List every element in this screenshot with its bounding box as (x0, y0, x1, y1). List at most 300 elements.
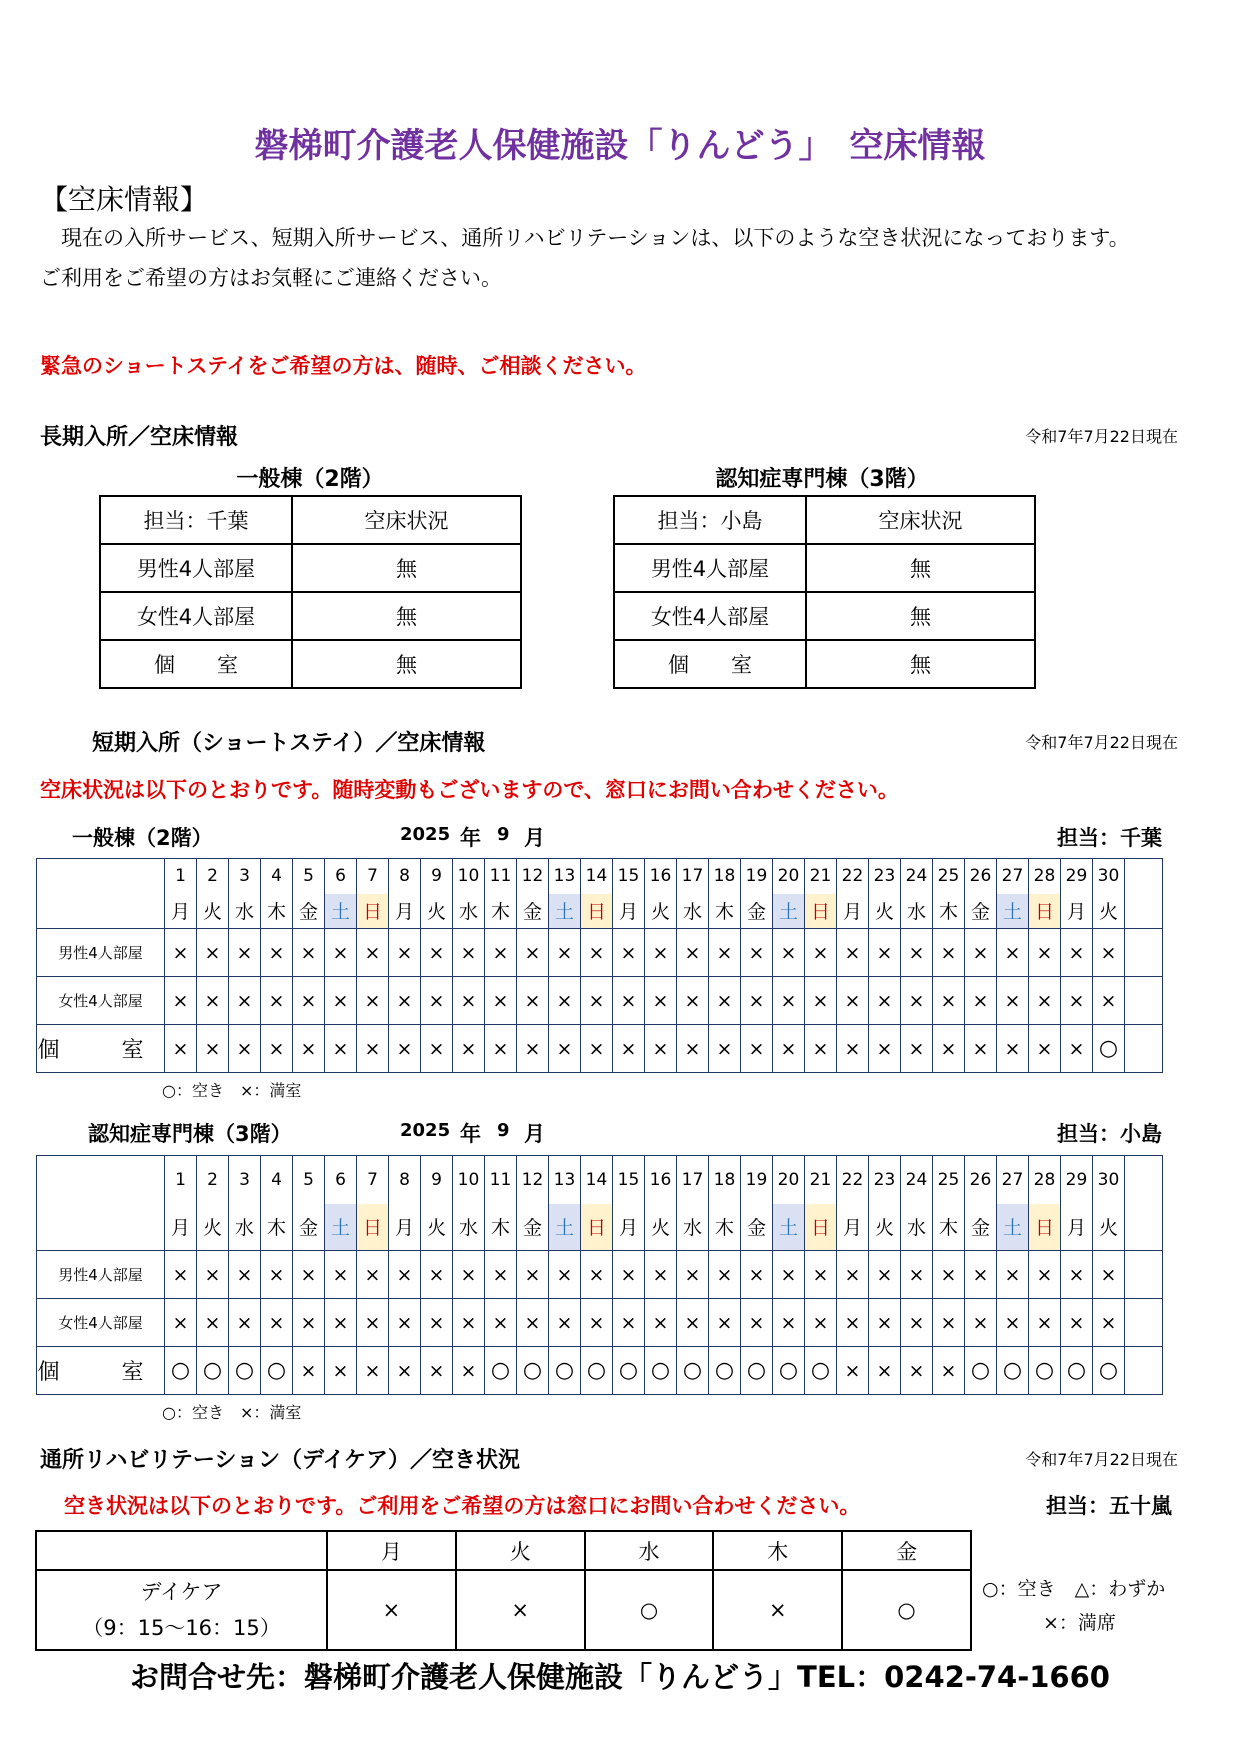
availability-cell: × (677, 929, 709, 977)
availability-cell: × (581, 977, 613, 1025)
general-ward-title: 一般棟（2階） (236, 467, 384, 492)
day-number: 19 (741, 1156, 773, 1204)
availability-cell: × (357, 1299, 389, 1347)
weekday-label: 日 (1029, 1204, 1061, 1251)
availability-cell: × (741, 1025, 773, 1073)
weekday-label: 金 (293, 894, 325, 929)
calendar-extra-cell (1125, 977, 1163, 1025)
staff-cell: 担当：小島 (614, 496, 806, 544)
cal2-year: 2025 (400, 1120, 451, 1141)
weekday-label: 金 (965, 894, 997, 929)
weekday-label: 金 (741, 1204, 773, 1251)
day-number: 11 (485, 1156, 517, 1204)
weekday-label: 月 (837, 1204, 869, 1251)
day-number: 18 (709, 1156, 741, 1204)
availability-cell: × (549, 977, 581, 1025)
daycare-legend-2: ×：満席 (1043, 1612, 1116, 1634)
day-number: 24 (901, 859, 933, 894)
weekday-label: 土 (997, 1204, 1029, 1251)
cal2-month-unit: 月 (524, 1122, 545, 1146)
day-number: 30 (1093, 1156, 1125, 1204)
day-number: 2 (197, 1156, 229, 1204)
availability-cell: × (741, 1251, 773, 1299)
day-number: 12 (517, 859, 549, 894)
availability-cell: ○ (1093, 1347, 1125, 1395)
vacancy-cell: 無 (292, 592, 521, 640)
calendar-extra-cell (1125, 929, 1163, 977)
availability-cell: × (613, 929, 645, 977)
availability-cell: × (165, 1025, 197, 1073)
weekday-label: 土 (997, 894, 1029, 929)
weekday-label: 月 (389, 1204, 421, 1251)
availability-cell: × (421, 1347, 453, 1395)
day-number: 28 (1029, 859, 1061, 894)
availability-cell: × (1093, 1251, 1125, 1299)
availability-cell: × (325, 1025, 357, 1073)
weekday-header: 火 (456, 1531, 585, 1570)
cal2-ward-name: 認知症専門棟（3階） (88, 1122, 292, 1146)
availability-cell: ○ (165, 1347, 197, 1395)
availability-cell: × (453, 1025, 485, 1073)
availability-cell: × (645, 1025, 677, 1073)
availability-cell: × (709, 1299, 741, 1347)
availability-cell: × (805, 1251, 837, 1299)
vacancy-cell: 無 (806, 544, 1035, 592)
availability-cell: × (197, 929, 229, 977)
availability-cell: ○ (1093, 1025, 1125, 1073)
calendar-extra-cell (1125, 859, 1163, 929)
availability-cell: × (293, 977, 325, 1025)
weekday-label: 月 (613, 894, 645, 929)
day-number: 1 (165, 859, 197, 894)
availability-cell: × (549, 1025, 581, 1073)
availability-cell: × (581, 1299, 613, 1347)
availability-cell: ○ (485, 1347, 517, 1395)
availability-cell: × (869, 1299, 901, 1347)
availability-cell: × (1061, 977, 1093, 1025)
day-number: 4 (261, 859, 293, 894)
availability-cell: × (997, 1025, 1029, 1073)
day-number: 24 (901, 1156, 933, 1204)
availability-cell: × (261, 1299, 293, 1347)
day-number: 22 (837, 859, 869, 894)
availability-cell: × (165, 1299, 197, 1347)
availability-cell: × (805, 977, 837, 1025)
availability-cell: × (709, 977, 741, 1025)
calendar-extra-cell (1125, 1251, 1163, 1299)
availability-cell: ○ (261, 1347, 293, 1395)
day-number: 15 (613, 1156, 645, 1204)
availability-cell: × (485, 1251, 517, 1299)
availability-cell: × (901, 977, 933, 1025)
availability-cell: ○ (997, 1347, 1029, 1395)
day-number: 30 (1093, 859, 1125, 894)
availability-cell: × (933, 977, 965, 1025)
weekday-label: 木 (933, 1204, 965, 1251)
availability-cell: ○ (197, 1347, 229, 1395)
calendar-extra-cell (1125, 1025, 1163, 1073)
availability-cell: × (677, 977, 709, 1025)
day-number: 15 (613, 859, 645, 894)
availability-cell: × (165, 1251, 197, 1299)
availability-cell: × (901, 1347, 933, 1395)
calendar-extra-cell (1125, 1156, 1163, 1251)
availability-cell: × (325, 977, 357, 1025)
weekday-label: 火 (1093, 894, 1125, 929)
availability-cell: × (709, 929, 741, 977)
daycare-service-hours: （9：15～16：15） (82, 1616, 281, 1640)
availability-cell: × (713, 1570, 842, 1650)
availability-cell: × (229, 1025, 261, 1073)
availability-cell: × (357, 929, 389, 977)
day-number: 9 (421, 1156, 453, 1204)
day-number: 7 (357, 859, 389, 894)
weekday-header: 木 (713, 1531, 842, 1570)
weekday-label: 月 (837, 894, 869, 929)
weekday-label: 木 (709, 1204, 741, 1251)
weekday-label: 火 (869, 894, 901, 929)
availability-cell: × (325, 929, 357, 977)
availability-cell: × (997, 1299, 1029, 1347)
availability-cell: ○ (229, 1347, 261, 1395)
weekday-label: 水 (901, 894, 933, 929)
availability-cell: × (901, 1299, 933, 1347)
availability-cell: × (869, 929, 901, 977)
availability-cell: × (965, 1299, 997, 1347)
availability-cell: × (997, 929, 1029, 977)
availability-cell: × (1029, 1299, 1061, 1347)
availability-cell: × (869, 1251, 901, 1299)
availability-cell: × (327, 1570, 456, 1650)
cal1-year-unit: 年 (460, 826, 481, 850)
weekday-label: 水 (901, 1204, 933, 1251)
room-type-label: 男性4人部屋 (37, 1251, 165, 1299)
weekday-label: 水 (453, 1204, 485, 1251)
availability-cell: × (613, 977, 645, 1025)
availability-cell: ○ (517, 1347, 549, 1395)
availability-cell: × (229, 1299, 261, 1347)
cal2-legend: ○：空き ×：満室 (162, 1403, 302, 1422)
daycare-service-name: デイケア (140, 1580, 223, 1604)
day-number: 16 (645, 1156, 677, 1204)
cal2-staff: 担当：小島 (1057, 1122, 1162, 1146)
vacancy-cell: 無 (806, 640, 1035, 688)
availability-cell: × (325, 1347, 357, 1395)
availability-cell: × (1061, 1299, 1093, 1347)
availability-cell: ○ (773, 1347, 805, 1395)
availability-cell: × (453, 929, 485, 977)
day-number: 25 (933, 1156, 965, 1204)
availability-cell: × (421, 1025, 453, 1073)
availability-cell: × (293, 1347, 325, 1395)
cal1-staff: 担当：千葉 (1057, 826, 1162, 850)
weekday-label: 火 (421, 1204, 453, 1251)
day-number: 19 (741, 859, 773, 894)
cal1-year: 2025 (400, 824, 451, 845)
availability-cell: × (293, 1299, 325, 1347)
availability-cell: ○ (709, 1347, 741, 1395)
weekday-label: 木 (485, 894, 517, 929)
vacancy-cell: 無 (292, 544, 521, 592)
availability-cell: ○ (805, 1347, 837, 1395)
room-label: 個 室 (614, 640, 806, 688)
availability-cell: × (357, 1251, 389, 1299)
cal1-month: 9 (497, 824, 510, 845)
availability-cell: × (933, 929, 965, 977)
daycare-title: 通所リハビリテーション（デイケア）／空き状況 (40, 1448, 521, 1473)
availability-cell: × (709, 1251, 741, 1299)
availability-cell: × (261, 977, 293, 1025)
availability-cell: × (805, 1299, 837, 1347)
availability-cell: ○ (677, 1347, 709, 1395)
availability-cell: × (453, 977, 485, 1025)
availability-cell: × (197, 1251, 229, 1299)
availability-cell: × (485, 1299, 517, 1347)
availability-cell: × (357, 977, 389, 1025)
weekday-label: 火 (1093, 1204, 1125, 1251)
vacancy-cell: 無 (292, 640, 521, 688)
availability-cell: ○ (549, 1347, 581, 1395)
availability-cell: × (389, 1251, 421, 1299)
status-header-cell: 空床状況 (806, 496, 1035, 544)
availability-cell: × (261, 1025, 293, 1073)
weekday-label: 金 (965, 1204, 997, 1251)
intro-text (40, 218, 1190, 298)
weekday-label: 水 (229, 1204, 261, 1251)
cal2-year-unit: 年 (460, 1122, 481, 1146)
day-number: 29 (1061, 859, 1093, 894)
weekday-label: 木 (261, 894, 293, 929)
availability-cell: × (613, 1025, 645, 1073)
availability-cell: × (869, 977, 901, 1025)
availability-cell: × (197, 1025, 229, 1073)
weekday-label: 日 (805, 894, 837, 929)
availability-cell: × (709, 1025, 741, 1073)
daycare-notice: 空き状況は以下のとおりです。ご利用をご希望の方は窓口にお問い合わせください。 (64, 1494, 861, 1518)
availability-cell: × (997, 977, 1029, 1025)
short-term-title: 短期入所（ショートステイ）／空床情報 (92, 731, 486, 756)
weekday-label: 火 (645, 894, 677, 929)
availability-cell: × (645, 1299, 677, 1347)
status-header-cell: 空床状況 (292, 496, 521, 544)
availability-cell: × (197, 1299, 229, 1347)
availability-cell: × (837, 1299, 869, 1347)
weekday-label: 土 (549, 894, 581, 929)
cal1-month-unit: 月 (524, 826, 545, 850)
day-number: 27 (997, 859, 1029, 894)
availability-cell: × (805, 1025, 837, 1073)
weekday-label: 火 (197, 894, 229, 929)
weekday-label: 木 (485, 1204, 517, 1251)
availability-cell: ○ (741, 1347, 773, 1395)
availability-cell: × (645, 929, 677, 977)
availability-cell: × (645, 977, 677, 1025)
availability-cell: × (1093, 1299, 1125, 1347)
availability-cell: × (773, 1299, 805, 1347)
day-number: 4 (261, 1156, 293, 1204)
daycare-staff: 担当：五十嵐 (1046, 1494, 1172, 1518)
availability-cell: × (456, 1570, 585, 1650)
daycare-as-of: 令和7年7月22日現在 (1025, 1450, 1178, 1469)
weekday-label: 水 (677, 1204, 709, 1251)
day-number: 16 (645, 859, 677, 894)
availability-cell: × (773, 977, 805, 1025)
availability-cell: × (229, 1251, 261, 1299)
availability-cell: × (389, 929, 421, 977)
day-number: 10 (453, 859, 485, 894)
availability-cell: × (1029, 1251, 1061, 1299)
weekday-label: 日 (357, 894, 389, 929)
weekday-label: 水 (229, 894, 261, 929)
weekday-label: 金 (293, 1204, 325, 1251)
dementia-ward-title: 認知症専門棟（3階） (715, 467, 929, 492)
day-number: 8 (389, 859, 421, 894)
availability-cell: × (453, 1299, 485, 1347)
availability-cell: × (197, 977, 229, 1025)
availability-cell: × (645, 1251, 677, 1299)
availability-cell: × (421, 1251, 453, 1299)
day-number: 14 (581, 859, 613, 894)
section-heading: 【空床情報】 (40, 183, 209, 216)
day-number: 6 (325, 859, 357, 894)
weekday-label: 日 (1029, 894, 1061, 929)
availability-cell: × (389, 1299, 421, 1347)
availability-cell: × (933, 1299, 965, 1347)
weekday-label: 火 (869, 1204, 901, 1251)
day-number: 2 (197, 859, 229, 894)
availability-cell: × (965, 1251, 997, 1299)
day-number: 23 (869, 1156, 901, 1204)
availability-cell: × (1061, 1251, 1093, 1299)
cal2-month: 9 (497, 1120, 510, 1141)
weekday-label: 日 (581, 1204, 613, 1251)
availability-cell: × (677, 1299, 709, 1347)
calendar-corner-cell (37, 859, 165, 929)
day-number: 25 (933, 859, 965, 894)
availability-cell: × (581, 1251, 613, 1299)
weekday-label: 土 (773, 1204, 805, 1251)
weekday-label: 水 (677, 894, 709, 929)
weekday-label: 火 (197, 1204, 229, 1251)
availability-cell: × (389, 1347, 421, 1395)
day-number: 26 (965, 1156, 997, 1204)
long-term-title: 長期入所／空床情報 (40, 425, 239, 450)
availability-cell: × (581, 929, 613, 977)
availability-cell: ○ (965, 1347, 997, 1395)
dementia-ward-table (613, 495, 1036, 689)
weekday-label: 月 (165, 894, 197, 929)
calendar-extra-cell (1125, 1299, 1163, 1347)
availability-cell: × (421, 929, 453, 977)
room-type-label: 男性4人部屋 (37, 929, 165, 977)
availability-cell: ○ (1029, 1347, 1061, 1395)
weekday-label: 月 (165, 1204, 197, 1251)
availability-cell: × (901, 929, 933, 977)
availability-cell: × (1093, 977, 1125, 1025)
day-number: 20 (773, 859, 805, 894)
weekday-label: 土 (773, 894, 805, 929)
weekday-header: 月 (327, 1531, 456, 1570)
day-number: 10 (453, 1156, 485, 1204)
weekday-label: 土 (325, 894, 357, 929)
availability-cell: × (773, 929, 805, 977)
daycare-table (35, 1530, 972, 1651)
availability-cell: × (293, 929, 325, 977)
day-number: 6 (325, 1156, 357, 1204)
availability-cell: × (517, 929, 549, 977)
long-term-as-of: 令和7年7月22日現在 (1025, 427, 1178, 446)
availability-cell: × (549, 1251, 581, 1299)
day-number: 7 (357, 1156, 389, 1204)
day-number: 5 (293, 859, 325, 894)
day-number: 21 (805, 859, 837, 894)
availability-cell: × (837, 1025, 869, 1073)
availability-cell: ○ (581, 1347, 613, 1395)
availability-cell: × (517, 1299, 549, 1347)
availability-cell: × (869, 1347, 901, 1395)
intro-line-1: 現在の入所サービス、短期入所サービス、通所リハビリテーションは、以下のような空き状況になっております。 (40, 226, 1130, 250)
availability-cell: × (517, 977, 549, 1025)
day-number: 12 (517, 1156, 549, 1204)
contact-footer: お問合せ先：磐梯町介護老人保健施設「りんどう」TEL：0242-74-1660 (130, 1660, 1110, 1694)
day-number: 1 (165, 1156, 197, 1204)
staff-cell: 担当：千葉 (100, 496, 292, 544)
availability-cell: × (517, 1251, 549, 1299)
availability-cell: × (741, 977, 773, 1025)
day-number: 18 (709, 859, 741, 894)
weekday-label: 木 (709, 894, 741, 929)
weekday-label: 日 (357, 1204, 389, 1251)
weekday-label: 金 (741, 894, 773, 929)
availability-cell: × (261, 1251, 293, 1299)
availability-cell: × (869, 1025, 901, 1073)
availability-cell: × (485, 977, 517, 1025)
availability-cell: × (421, 1299, 453, 1347)
availability-cell: × (421, 977, 453, 1025)
availability-cell: × (837, 1251, 869, 1299)
intro-line-2: ご利用をご希望の方はお気軽にご連絡ください。 (40, 266, 502, 290)
availability-cell: × (229, 977, 261, 1025)
availability-cell: × (1061, 1025, 1093, 1073)
availability-cell: × (837, 977, 869, 1025)
weekday-label: 月 (613, 1204, 645, 1251)
daycare-legend-1: ○：空き △：わずか (982, 1578, 1166, 1600)
calendar-corner-cell (37, 1156, 165, 1251)
day-number: 17 (677, 1156, 709, 1204)
room-label: 男性4人部屋 (614, 544, 806, 592)
room-type-label: 女性4人部屋 (37, 1299, 165, 1347)
availability-cell: × (293, 1025, 325, 1073)
weekday-label: 金 (517, 1204, 549, 1251)
room-label: 女性4人部屋 (614, 592, 806, 640)
day-number: 13 (549, 859, 581, 894)
weekday-label: 木 (261, 1204, 293, 1251)
availability-cell: × (677, 1025, 709, 1073)
room-label: 個 室 (100, 640, 292, 688)
daycare-service-cell (36, 1570, 327, 1650)
availability-cell: × (1093, 929, 1125, 977)
day-number: 11 (485, 859, 517, 894)
urgent-notice: 緊急のショートステイをご希望の方は、随時、ご相談ください。 (40, 354, 647, 378)
availability-cell: × (805, 929, 837, 977)
weekday-label: 土 (549, 1204, 581, 1251)
daycare-corner-cell (36, 1531, 327, 1570)
day-number: 28 (1029, 1156, 1061, 1204)
availability-cell: × (229, 929, 261, 977)
availability-cell: × (933, 1025, 965, 1073)
availability-cell: × (517, 1025, 549, 1073)
availability-cell: × (773, 1251, 805, 1299)
